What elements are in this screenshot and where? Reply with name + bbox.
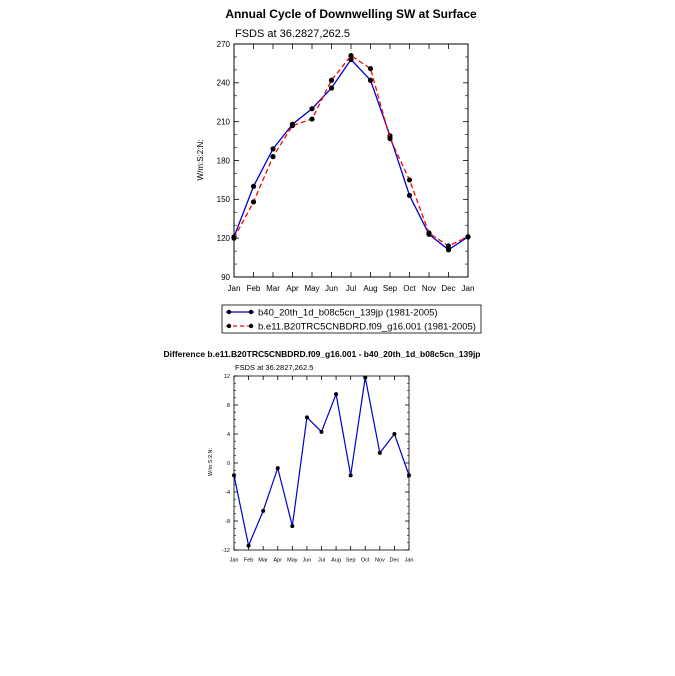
data-point [407,177,412,182]
annual-cycle-chart [196,7,481,333]
x-tick-label: May [304,284,320,293]
y-tick-label: 180 [216,156,230,166]
y-tick-label: 210 [216,117,230,127]
legend-marker-series1 [227,310,231,314]
y-tick-label: 120 [216,233,230,243]
x-tick-label: Apr [286,284,299,293]
y-tick-label: 240 [216,78,230,88]
x-tick-label: Feb [246,284,261,293]
x-tick-label: Apr [273,557,283,564]
x-tick-label: Jun [302,557,312,564]
x-tick-label: May [287,557,298,564]
x-tick-label: Mar [258,557,268,564]
y-tick-label: 270 [216,39,230,49]
x-tick-label: Mar [266,284,280,293]
x-tick-label: Aug [363,284,378,293]
y-tick-label: 12 [223,373,230,380]
data-point [348,53,353,58]
y-tick-label: -12 [222,547,230,554]
data-point [309,116,314,121]
data-point [349,473,353,477]
y-tick-label: 8 [226,402,230,409]
legend-label-series1: b40_20th_1d_b08c5cn_139jp (1981-2005) [258,307,438,319]
data-point [290,123,295,128]
x-tick-label: Jan [229,557,239,564]
chart2-series [232,375,411,547]
data-point [247,544,251,548]
data-point [465,234,470,239]
data-point [446,243,451,248]
data-point [270,154,275,159]
x-tick-label: Dec [389,557,400,564]
y-tick-label: 150 [216,195,230,205]
x-tick-label: Jan [461,284,475,293]
y-tick-label: 4 [226,431,230,438]
chart1-ylabel: W/m:S:2:N: [196,139,205,181]
data-point [368,78,373,83]
data-point [290,524,294,528]
data-point [305,415,309,419]
x-tick-label: Jun [325,284,338,293]
x-tick-label: Jul [317,557,326,564]
series-line-2 [234,56,468,246]
legend-marker-series2 [249,324,253,328]
chart1-y-tick-labels [217,40,231,282]
legend-marker-series1 [249,310,253,314]
x-tick-label: Oct [403,284,416,293]
x-tick-label: Sep [382,284,398,293]
data-point [251,184,256,189]
series-line-1 [234,377,409,545]
x-tick-label: Jul [345,284,357,293]
data-point [368,66,373,71]
chart1-title: Annual Cycle of Downwelling SW at Surface [225,7,477,21]
data-point [276,466,280,470]
data-point [407,473,411,477]
data-point [329,85,334,90]
x-tick-label: Oct [360,557,370,564]
data-point [387,136,392,141]
data-point [320,430,324,434]
chart1-ticks [234,44,468,277]
legend-marker-series2 [227,324,231,328]
x-tick-label: Dec [441,284,456,293]
x-tick-label: Nov [374,557,385,564]
chart2-title: Difference b.e11.B20TRC5CNBDRD.f09_g16.001 - b40_20th_1d_b08c5cn_139jp [163,349,481,359]
data-point [363,375,367,379]
data-point [309,106,314,111]
chart2-plot-frame [234,376,409,550]
data-point [407,193,412,198]
chart2-ylabel: W/m:S:2:N: [208,447,214,477]
chart1-legend [222,305,481,333]
chart2-y-tick-labels [222,374,230,554]
chart2-subtitle: FSDS at 36.2827,262.5 [235,363,314,372]
difference-chart [163,349,480,564]
x-tick-label: Jan [404,557,414,564]
chart1-x-tick-labels [228,284,475,293]
data-point [392,432,396,436]
y-tick-label: 90 [221,272,230,282]
x-tick-label: Feb [243,557,254,564]
data-point [329,78,334,83]
x-tick-label: Aug [331,557,341,564]
chart2-ticks [234,376,409,550]
data-point [378,451,382,455]
data-point [334,392,338,396]
data-point [270,146,275,151]
data-point [261,509,265,513]
y-tick-label: -4 [225,489,230,496]
data-point [251,199,256,204]
chart1-subtitle: FSDS at 36.2827,262.5 [235,28,350,40]
x-tick-label: Jan [227,284,241,293]
series-line-1 [234,60,468,250]
legend-label-series2: b.e11.B20TRC5CNBDRD.f09_g16.001 (1981-2005) [258,321,476,333]
y-tick-label: 0 [226,460,230,467]
data-point [232,473,236,477]
chart2-x-tick-labels [230,558,414,564]
chart1-plot-frame [234,44,468,277]
chart1-series [231,53,470,252]
data-point [426,230,431,235]
x-tick-label: Nov [421,284,437,293]
x-tick-label: Sep [345,557,356,564]
y-tick-label: -8 [225,518,230,525]
data-point [231,236,236,241]
